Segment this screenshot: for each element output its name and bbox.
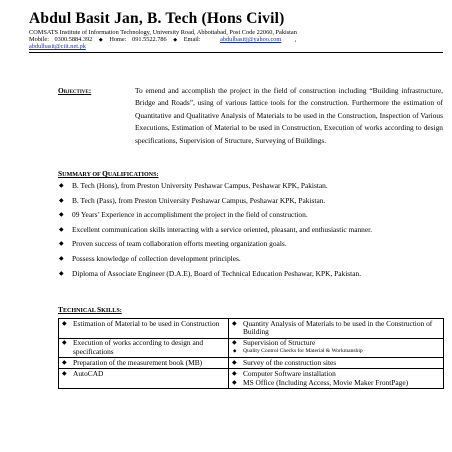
heading-initial: Q <box>102 169 108 178</box>
skill-item <box>231 379 441 388</box>
home-number: 091.5522.786 <box>132 36 167 43</box>
skill-text: AutoCAD <box>73 368 104 378</box>
bullet-icon: ◆ <box>59 255 64 262</box>
skills-table <box>58 318 444 389</box>
contact-line <box>29 36 443 44</box>
bullet-icon: ◆ <box>59 270 64 277</box>
email-link-secondary[interactable]: abdulbasit@ciit.net.pk <box>29 43 86 50</box>
skill-item <box>61 339 226 356</box>
bullet-icon: ◆ <box>232 340 237 347</box>
mobile-number: 0300.5884.392 <box>54 36 93 43</box>
skill-item <box>231 320 441 337</box>
bullet-icon: ◆ <box>59 212 64 219</box>
table-cell <box>59 358 229 369</box>
qualification-text: Diploma of Associate Engineer (D.A.E), Board of Technical Education Peshawar, KPK, Pakistan. <box>72 268 362 278</box>
bullet-icon: ◆ <box>59 197 64 204</box>
list-item <box>58 239 443 249</box>
bullet-icon: ◆ <box>232 379 237 386</box>
bullet-icon: ◆ <box>62 359 67 366</box>
bullet-icon: ◆ <box>98 38 103 43</box>
table-cell <box>229 369 444 389</box>
table-cell <box>229 338 444 358</box>
mobile-label: Mobile: <box>29 36 49 43</box>
skill-text: Quantity Analysis of Materials to be used in the Construction of Building <box>243 318 433 337</box>
table-row <box>59 358 444 369</box>
skill-text: Computer Software installation <box>243 368 336 378</box>
qualification-text: Possess knowledge of collection development principles. <box>72 253 241 263</box>
qualifications-list <box>58 181 443 283</box>
bullet-icon: ◆ <box>59 183 64 189</box>
qualification-text: Excellent communication skills interacting with a service oriented, pleasant, and enthusiastic manner. <box>72 224 373 234</box>
bullet-icon: ◆ <box>173 38 178 43</box>
skill-item <box>61 320 226 329</box>
skill-text: Preparation of the measurement book (MB) <box>73 357 203 367</box>
table-cell <box>59 319 229 339</box>
bullet-icon: ◆ <box>233 347 237 353</box>
qualification-text: 09 Years’ Experience in accomplishment the project in the field of construction. <box>72 210 308 220</box>
heading-initial: S <box>96 305 102 314</box>
skill-item <box>231 339 441 348</box>
table-cell <box>59 338 229 358</box>
skill-text: Execution of works according to design and specifications <box>73 338 204 356</box>
qualifications-heading <box>58 169 159 178</box>
objective-heading-text: Objective: <box>58 86 92 95</box>
list-item <box>58 269 443 279</box>
heading-part: KILLS: <box>101 308 122 314</box>
bullet-icon: ◆ <box>62 320 67 327</box>
heading-part: UMMARY OF <box>62 172 103 178</box>
list-item <box>58 225 443 235</box>
skill-item <box>231 359 441 368</box>
table-row <box>59 319 444 339</box>
list-item <box>58 196 443 206</box>
bullet-icon: ◆ <box>62 370 67 377</box>
table-cell <box>229 319 444 339</box>
bullet-icon: ◆ <box>232 370 237 377</box>
header-divider <box>29 52 443 53</box>
table-cell <box>59 369 229 389</box>
bullet-icon: ◆ <box>232 359 237 366</box>
qualification-text: B. Tech (Pass), from Preston University Peshawar Campus, Peshawar KPK, Pakistan. <box>72 195 326 205</box>
email-label: Email: <box>183 36 201 43</box>
table-row <box>59 338 444 358</box>
objective-text: To emend and accomplish the project in the field of construction including “Building infrastructure, Bridge and Roads”, using of various lattice tools for the construction. Furthermore the estimation of Quantitative and Qualitative Analysis of Materials to be used in the Construction, Inspection of Various Executions, Estimation of Material to be used in Construction, Execution of works according to design specifications, Supervision of Structure, Surveying of Buildings. <box>135 85 443 145</box>
skill-item <box>61 370 226 379</box>
skill-item <box>61 359 226 368</box>
address-line: COMSATS Institute of Information Technology, University Road, Abbottabad, Post Code 22060, Pakistan <box>29 29 297 36</box>
bullet-icon: ◆ <box>62 340 67 347</box>
heading-initial: T <box>58 305 63 314</box>
skill-text: Estimation of Material to be used in Construction <box>73 318 220 328</box>
list-item <box>58 210 443 220</box>
skill-subitem <box>231 348 441 355</box>
bullet-icon: ◆ <box>232 320 237 327</box>
heading-part: UALIFICATIONS: <box>107 172 159 178</box>
home-label: Home: <box>109 36 127 43</box>
heading-initial: S <box>58 169 63 178</box>
list-item <box>58 254 443 264</box>
skill-text: Quality Control Checks for Material & Workmanship <box>243 347 363 354</box>
objective-heading <box>58 86 91 95</box>
table-cell <box>229 358 444 369</box>
list-item <box>58 181 443 191</box>
technical-skills-heading <box>58 305 122 314</box>
bullet-icon: ◆ <box>59 241 64 248</box>
table-row <box>59 369 444 389</box>
bullet-icon: ◆ <box>59 226 64 233</box>
qualification-text: B. Tech (Hons), from Preston University Peshawar Campus, Peshawar KPK, Pakistan. <box>72 181 328 190</box>
heading-part: ECHNICAL <box>62 308 97 314</box>
email-link-primary[interactable]: abdulbasitj@yahoo.com <box>220 36 282 43</box>
email-separator: , <box>294 36 297 43</box>
skill-text: MS Office (Including Access, Movie Maker FrontPage) <box>243 377 409 387</box>
qualification-text: Proven success of team collaboration efforts meeting organization goals. <box>72 239 287 249</box>
skill-text: Survey of the construction sites <box>243 357 337 367</box>
candidate-name: Abdul Basit Jan, B. Tech (Hons Civil) <box>29 10 285 27</box>
skill-text: Supervision of Structure <box>243 338 316 348</box>
